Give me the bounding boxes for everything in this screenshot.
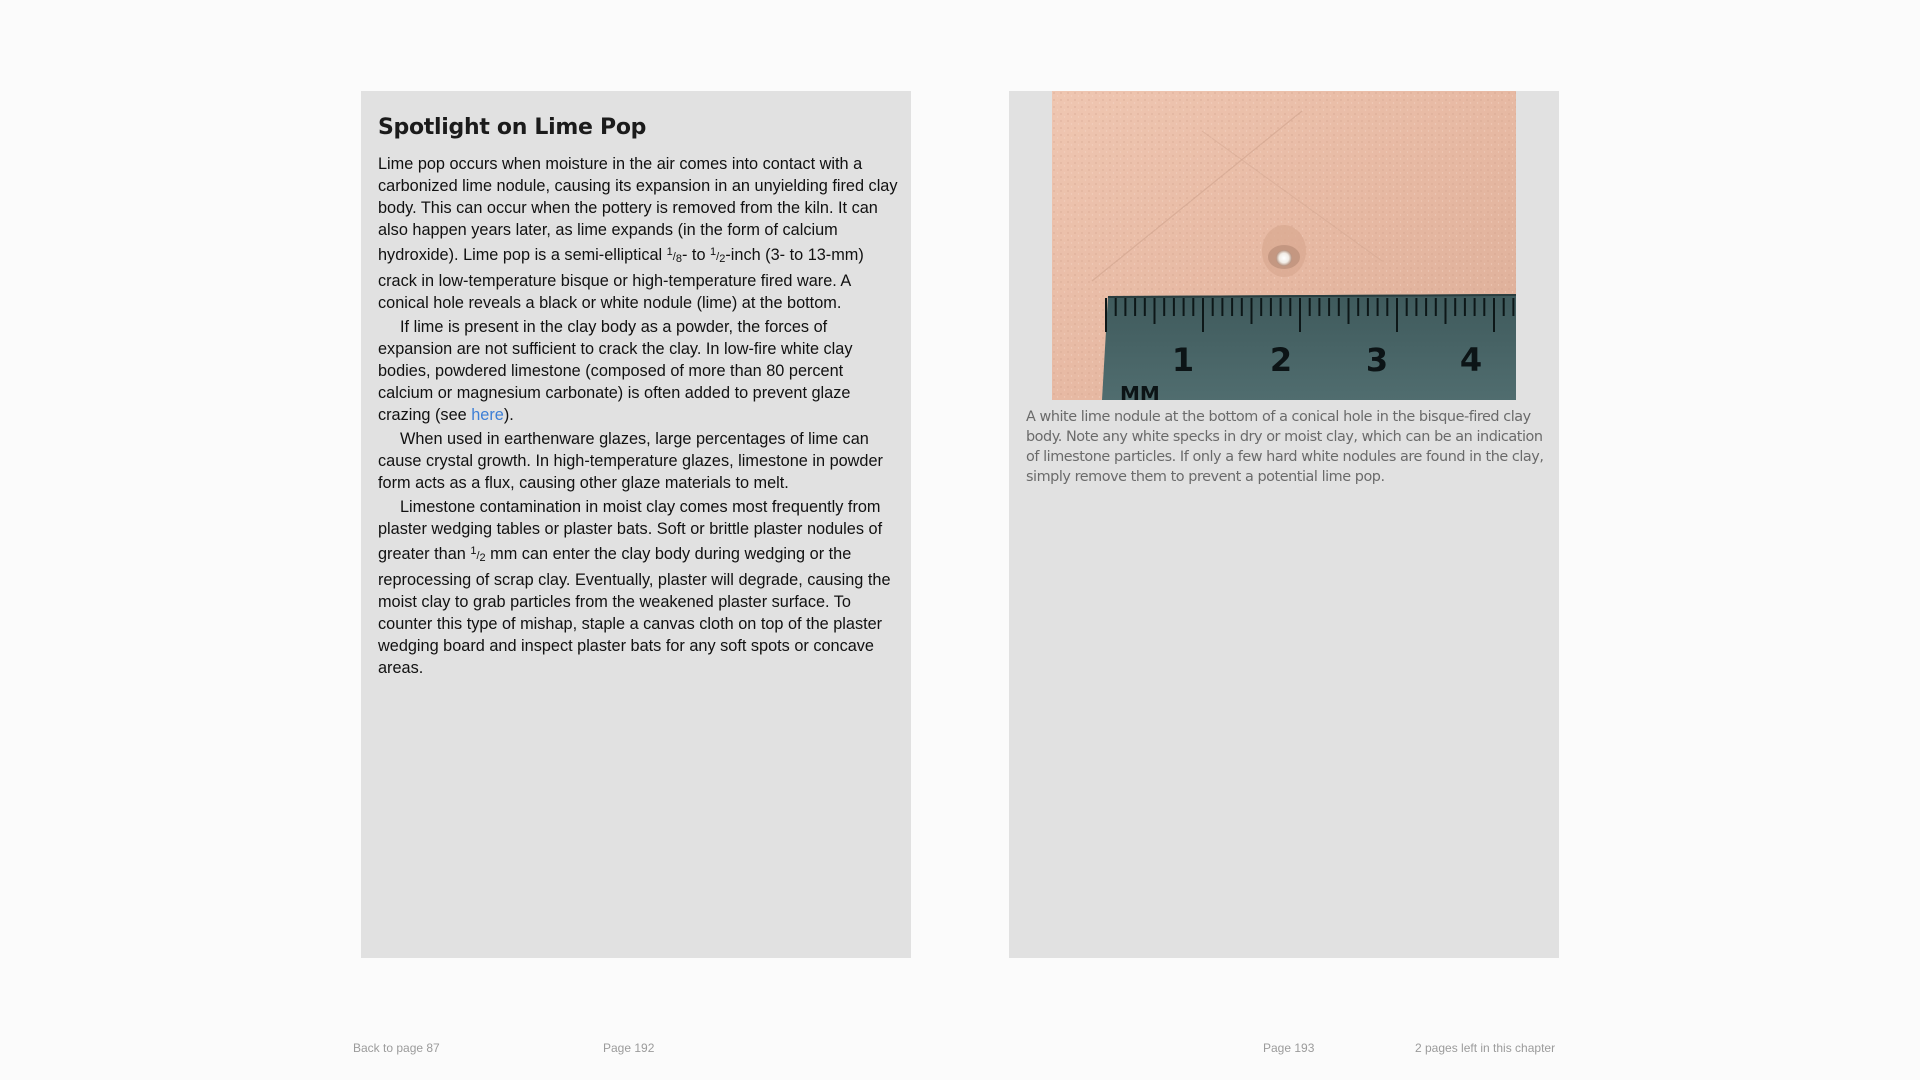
right-page	[1009, 91, 1559, 958]
ruler-number-3: 3	[1365, 341, 1389, 379]
lime-pop-photo	[1052, 91, 1516, 400]
left-page	[361, 91, 911, 958]
ruler-number-1: 1	[1171, 341, 1195, 379]
photo-caption: A white lime nodule at the bottom of a conical hole in the bisque-fired clay body. Note any white specks in dry or moist clay, which can be an indication of limestone particles. If only a few hard white nodules are found in the clay, simply remove them to prevent a potential lime pop.	[1026, 409, 1544, 485]
sidebar-title: Spotlight on Lime Pop	[378, 115, 647, 140]
back-to-page-link[interactable]: Back to page 87	[353, 1041, 440, 1055]
ruler-unit-label: MM	[1120, 382, 1160, 400]
pages-left-in-chapter: 2 pages left in this chapter	[1415, 1041, 1556, 1055]
paragraph-1: Lime pop occurs when moisture in the air comes into contact with a carbonized lime nodule, causing its expansion in an unyielding fired clay body. This can occur when the pottery is removed from the kiln. It can also happen years later, as lime expands (in the form of calcium hydroxide). Lime pop is a semi-elliptical $^1$/8- to $^1$/2-inch (3- to 13-mm) crack in low-temperature bisque or high-temperature fired ware. A conical hole reveals a black or white nodule (lime) at the bottom.	[378, 155, 898, 312]
ruler-number-2: 2	[1269, 341, 1293, 379]
paragraph-4: Limestone contamination in moist clay comes most frequently from plaster wedging tables or plaster bats. Soft or brittle plaster nodules of greater than $^1$/2 mm can enter the clay body during wedging or the reprocessing of scrap clay. Eventually, plaster will degrade, causing the moist clay to grab particles from the weakened plaster surface. To counter this type of mishap, staple a canvas cloth on top of the plaster wedging board and inspect plaster bats for any soft spots or concave areas.	[378, 498, 891, 677]
paragraph-3: When used in earthenware glazes, large percentages of lime can cause crystal growth. In high-temperature glazes, limestone in powder form acts as a flux, causing other glaze materials to melt.	[378, 430, 883, 492]
sidebar-body	[378, 153, 898, 681]
ruler-number-4: 4	[1459, 341, 1483, 379]
left-page-number: Page 192	[603, 1041, 655, 1055]
right-page-number: Page 193	[1263, 1041, 1315, 1055]
paragraph-2: If lime is present in the clay body as a powder, the forces of expansion are not sufficient to crack the clay. In low-fire white clay bodies, powdered limestone (composed of more than 80 percent calcium or magnesium carbonate) is often added to prevent glaze crazing (see here).	[378, 318, 853, 424]
lime-nodule	[1276, 250, 1292, 266]
here-link[interactable]: here	[471, 406, 504, 424]
